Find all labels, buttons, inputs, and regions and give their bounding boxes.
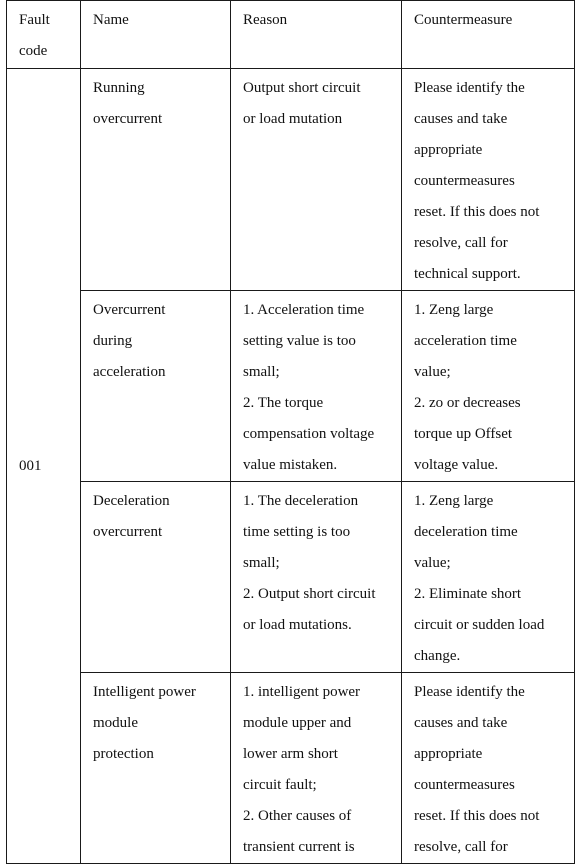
table-row: [7, 291, 575, 482]
row-name: Intelligent power module protection: [81, 673, 231, 864]
header-fault-code: Fault code: [7, 1, 81, 69]
row-reason: 1. intelligent power module upper and lower arm short circuit fault; 2. Other causes of transient current is: [231, 673, 402, 864]
row-name: Deceleration overcurrent: [81, 482, 231, 673]
fault-code-table: [6, 0, 575, 864]
row-reason: Output short circuit or load mutation: [231, 69, 402, 291]
header-reason: Reason: [231, 1, 402, 69]
table-row: [7, 673, 575, 864]
table-row: [7, 69, 575, 291]
row-reason: 1. The deceleration time setting is too small; 2. Output short circuit or load mutations.: [231, 482, 402, 673]
row-countermeasure: Please identify the causes and take appropriate countermeasures reset. If this does not resolve, call for: [402, 673, 575, 864]
table-row: [7, 482, 575, 673]
row-countermeasure: 1. Zeng large deceleration time value; 2. Eliminate short circuit or sudden load change.: [402, 482, 575, 673]
row-name: Overcurrent during acceleration: [81, 291, 231, 482]
header-name: Name: [81, 1, 231, 69]
row-countermeasure: 1. Zeng large acceleration time value; 2. zo or decreases torque up Offset voltage value.: [402, 291, 575, 482]
row-name: Running overcurrent: [81, 69, 231, 291]
fault-code-cell: 001: [7, 69, 81, 864]
row-reason: 1. Acceleration time setting value is too small; 2. The torque compensation voltage value mistaken.: [231, 291, 402, 482]
row-countermeasure: Please identify the causes and take appropriate countermeasures reset. If this does not resolve, call for technical support.: [402, 69, 575, 291]
header-countermeasure: Countermeasure: [402, 1, 575, 69]
table-header-row: [7, 1, 575, 69]
